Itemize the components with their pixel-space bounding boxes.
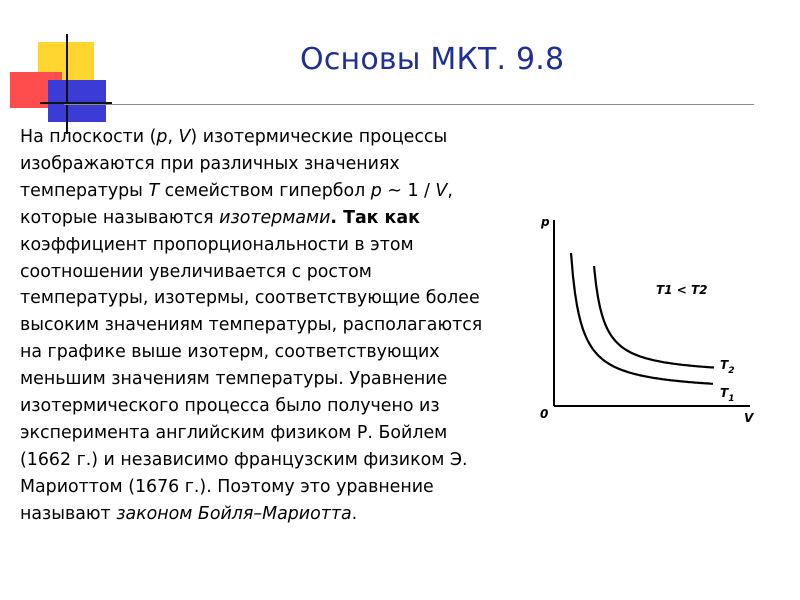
text-run: коэффициент пропорциональности в этом — [20, 234, 414, 255]
chart-labels — [540, 215, 755, 425]
text-run: высоким значениям температуры, располагаются — [20, 315, 483, 336]
slide-title: Основы МКТ. 9.8 — [300, 42, 565, 77]
isotherm-curve-t1 — [571, 253, 713, 384]
curve-label-main: T — [720, 386, 729, 400]
body-line — [20, 366, 544, 393]
text-run: называют — [20, 503, 117, 524]
body-line — [20, 420, 544, 447]
text-run: . — [351, 503, 358, 524]
text-run: V — [435, 180, 448, 201]
body-line — [20, 393, 544, 420]
body-line — [20, 151, 544, 178]
text-run: меньшим значениям температуры. Уравнение — [20, 369, 448, 390]
isotherm-curve-t2 — [594, 266, 714, 368]
body-line — [20, 339, 544, 366]
curve-label-main: T — [720, 358, 729, 372]
text-run: изотермического процесса было получено из — [20, 396, 440, 417]
text-run: , — [447, 180, 453, 201]
text-run: , — [167, 127, 179, 147]
body-line — [20, 474, 544, 501]
text-run: которые называются — [20, 207, 220, 228]
title-underline — [64, 104, 754, 105]
body-line — [20, 312, 544, 339]
text-run: T — [148, 180, 160, 201]
text-run: семейством гипербол — [159, 180, 371, 201]
text-run: V — [178, 127, 191, 147]
body-line — [20, 285, 544, 312]
text-run: на графике выше изотерм, соответствующих — [20, 342, 440, 363]
text-run: температуры — [20, 180, 149, 201]
text-run: Мариоттом (1676 г.). Поэтому это уравнение — [20, 476, 434, 497]
body-line — [20, 205, 544, 232]
x-axis-label: V — [744, 411, 754, 425]
origin-label: 0 — [540, 407, 549, 421]
body-line — [20, 501, 544, 528]
body-line — [20, 178, 544, 205]
text-run: соотношении увеличивается с ростом — [20, 261, 372, 282]
decor-blue-square — [48, 80, 106, 122]
text-run: ~ 1 / — [381, 180, 436, 201]
isotherm-chart — [528, 206, 768, 436]
curve-label-sub: 1 — [728, 394, 735, 404]
text-run: температуры, изотермы, соответствующие более — [20, 288, 480, 309]
text-run: изотермами — [219, 207, 331, 228]
body-line — [20, 232, 544, 259]
decor-vertical-line — [66, 34, 68, 134]
curve-label-t1 — [720, 386, 734, 404]
chart-curves — [571, 253, 714, 384]
body-text — [20, 124, 544, 528]
text-run: (1662 г.) и независимо французским физиком Э. — [20, 449, 468, 470]
text-run: изображаются при различных значениях — [20, 153, 400, 174]
body-line — [20, 259, 544, 286]
text-run: ) изотермические процессы — [190, 127, 448, 147]
curve-label-t2 — [720, 358, 734, 376]
text-run: эксперимента английским физиком Р. Бойлем — [20, 422, 448, 443]
body-line — [20, 124, 544, 151]
curve-label-sub: 2 — [728, 366, 735, 376]
temperature-annotation: T1 < T2 — [656, 283, 708, 297]
text-run: законом Бойля–Мариотта — [116, 503, 352, 524]
text-run: p — [370, 180, 382, 201]
text-run: p — [156, 127, 168, 147]
y-axis-label: p — [541, 215, 550, 229]
text-run: На плоскости ( — [20, 127, 157, 147]
body-line — [20, 447, 544, 474]
text-run: . Так как — [330, 207, 420, 228]
